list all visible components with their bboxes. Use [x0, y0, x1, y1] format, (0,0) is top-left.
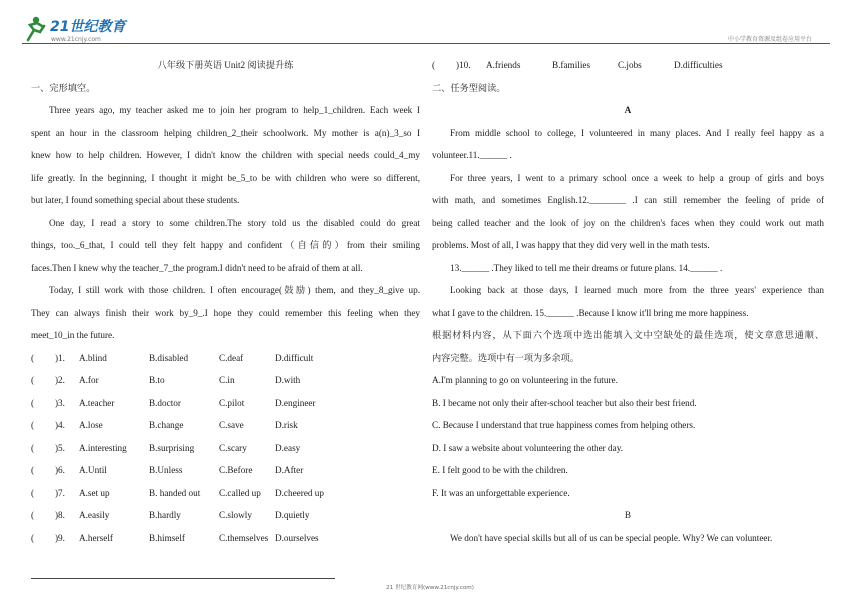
- option-b: B.to: [149, 375, 165, 385]
- option-c: C.scary: [219, 442, 247, 453]
- option-b: B.himself: [149, 532, 185, 543]
- option-b: B.Unless: [149, 465, 183, 475]
- answer-blank: (: [31, 397, 35, 408]
- answer-blank: (: [31, 465, 35, 475]
- answer-option: C. Because I understand that true happiness comes from helping others.: [432, 420, 696, 430]
- option-c: C.deaf: [219, 352, 244, 363]
- question-item: [31, 347, 420, 370]
- passage-line: life greatly. In the beginning, I thought it might be_5_to be with children who were so different,: [31, 172, 420, 183]
- answer-option: A.I'm planning to go on volunteering in the future.: [432, 375, 618, 385]
- question-number: )7.: [55, 487, 65, 498]
- question-item: [31, 437, 420, 460]
- option-c: C.in: [219, 375, 235, 385]
- instruction-line: 根据材料内容，从下面六个选项中选出能填入文中空缺处的最佳选项，使文章意思通顺、: [432, 330, 824, 340]
- option-c: C.jobs: [618, 60, 642, 70]
- option-a: A.teacher: [79, 397, 115, 408]
- option-b: B.hardly: [149, 510, 181, 520]
- option-a: A.easily: [79, 510, 110, 520]
- option-c: C.themselves: [219, 532, 269, 543]
- passage-line: things, too._6_that, I could tell they felt happy and confident（自信的）from their smiling: [31, 240, 420, 250]
- passage-a-line: volunteer.11.______ .: [432, 150, 512, 160]
- option-b: B. handed out: [149, 487, 201, 498]
- option-b: B.surprising: [149, 442, 195, 453]
- passage-b-heading: B: [624, 510, 632, 520]
- answer-blank: (: [31, 487, 35, 498]
- instruction-line: 内容完整。选项中有一项为多余项。: [432, 352, 579, 363]
- answer-blank: (: [31, 420, 35, 430]
- passage-line: Today, I still work with those children. I often encourage(鼓励) them, and they_8_give up.: [49, 285, 420, 295]
- passage-a-line: what I gave to the children. 15.______ .Because I know it'll bring me more happiness.: [432, 307, 749, 318]
- option-d: D.with: [275, 375, 301, 385]
- passage-line: faces.Then I knew why the teacher_7_the program.I didn't need to be afraid of them at all.: [31, 262, 363, 273]
- option-d: D.ourselves: [275, 532, 319, 543]
- passage-a-line: problems. Most of all, I was happy that they did very well in the math tests.: [432, 240, 710, 250]
- site-logo: [22, 14, 134, 44]
- option-c: C.called up: [219, 487, 261, 498]
- option-a: A.blind: [79, 352, 107, 363]
- passage-line: They can always finish their work by_9_.I hope they could remember this feeling when they: [31, 307, 420, 318]
- answer-option: D. I saw a website about volunteering the other day.: [432, 442, 624, 453]
- question-number: )2.: [55, 375, 65, 385]
- option-a: A.set up: [79, 487, 110, 498]
- option-a: A.lose: [79, 420, 103, 430]
- question-item: [31, 504, 420, 527]
- question-number: )4.: [55, 420, 65, 430]
- question-item: [31, 482, 420, 505]
- option-b: B.doctor: [149, 397, 181, 408]
- passage-a-line: with math, and sometimes English.12.________ .I can still remember the feeling of pride of: [432, 195, 824, 205]
- question-item: [31, 392, 420, 415]
- option-c: C.save: [219, 420, 244, 430]
- option-a: A.for: [79, 375, 99, 385]
- logo-text: 21世纪教育: [50, 19, 126, 35]
- passage-line: Three years ago, my teacher asked me to join her program to help_1_children. Each week I: [49, 105, 420, 115]
- answer-blank: (: [31, 532, 35, 543]
- question-item: [31, 369, 420, 392]
- option-d: D.easy: [275, 442, 301, 453]
- passage-a-line: being called teacher and the look of joy on the children's faces when they could work out math: [432, 217, 824, 228]
- question-number: )8.: [55, 510, 65, 520]
- option-d: D.After: [275, 465, 304, 475]
- footer-text: 21 世纪教育网(www.21cnjy.com): [386, 585, 474, 591]
- answer-blank: (: [31, 510, 35, 520]
- question-list: [31, 347, 420, 550]
- option-d: D.risk: [275, 420, 298, 430]
- section-cloze-heading: 一、完形填空。: [31, 82, 96, 93]
- option-c: C.Before: [219, 465, 253, 475]
- logo-subtext: www.21cnjy.com: [51, 36, 101, 43]
- question-item: [31, 527, 420, 550]
- option-d: D.quietly: [275, 510, 310, 520]
- option-d: D.difficult: [275, 352, 314, 363]
- answer-blank: (: [31, 352, 35, 363]
- header-divider: [22, 43, 830, 44]
- option-d: D.cheered up: [275, 487, 324, 498]
- question-item: [31, 459, 420, 482]
- question-item: [432, 54, 824, 77]
- passage-line: but later, I found something special about these students.: [31, 195, 240, 205]
- passage-a-line: For three years, I went to a primary school once a week to help a group of girls and boys: [450, 172, 824, 183]
- passage-a-line: Looking back at those days, I learned much more from the three years' experience than: [450, 285, 824, 295]
- option-b: B.disabled: [149, 352, 189, 363]
- logo-runner-icon: [22, 14, 134, 44]
- platform-text: 中小学教育资源及组卷应用平台: [727, 36, 812, 43]
- question-number: )3.: [55, 397, 65, 408]
- left-column: [31, 54, 420, 549]
- section-reading-heading: 二、任务型阅读。: [432, 82, 506, 93]
- question-number: )5.: [55, 442, 65, 453]
- passage-line: knew how to help children. However, I didn't know the children with special needs could_4_my: [31, 150, 420, 160]
- footer-divider: [31, 578, 335, 579]
- option-d: D.engineer: [275, 397, 316, 408]
- answer-option: F. It was an unforgettable experience.: [432, 487, 570, 498]
- passage-line: One day, I read a story to some children.The story told us the disabled could do great: [49, 217, 420, 228]
- passage-a-line: From middle school to college, I volunteered in many places. And I really feel happy as a: [450, 127, 824, 138]
- option-b: B.families: [552, 60, 591, 70]
- passage-line: meet_10_in the future.: [31, 330, 115, 340]
- worksheet-title: 八年级下册英语 Unit2 阅读提升练: [157, 60, 294, 70]
- option-a: A.interesting: [79, 442, 127, 453]
- option-a: A.herself: [79, 532, 113, 543]
- question-item: [31, 414, 420, 437]
- option-a: A.friends: [486, 60, 521, 70]
- answer-option: B. I became not only their after-school teacher but also their best friend.: [432, 397, 697, 408]
- option-c: C.pilot: [219, 397, 245, 408]
- question-number: )1.: [55, 352, 65, 363]
- option-b: B.change: [149, 420, 184, 430]
- answer-blank: (: [31, 375, 35, 385]
- option-c: C.slowly: [219, 510, 252, 520]
- question-number: )6.: [55, 465, 65, 475]
- passage-b-line: We don't have special skills but all of us can be special people. Why? We can volunteer.: [450, 532, 773, 543]
- option-a: A.Until: [79, 465, 107, 475]
- answer-blank: (: [31, 442, 35, 453]
- answer-blank: (: [432, 60, 436, 70]
- passage-a-heading: A: [624, 105, 632, 115]
- question-number: )9.: [55, 532, 65, 543]
- right-column: [432, 54, 824, 549]
- passage-line: spent an hour in the classroom helping children_2_their schoolwork. My mother is a(n)_3_so I: [31, 127, 420, 138]
- option-d: D.difficulties: [674, 60, 723, 70]
- passage-a-line: 13.______ .They liked to tell me their dreams or future plans. 14.______ .: [450, 262, 723, 273]
- question-number: )10.: [456, 60, 471, 70]
- answer-option: E. I felt good to be with the children.: [432, 465, 568, 475]
